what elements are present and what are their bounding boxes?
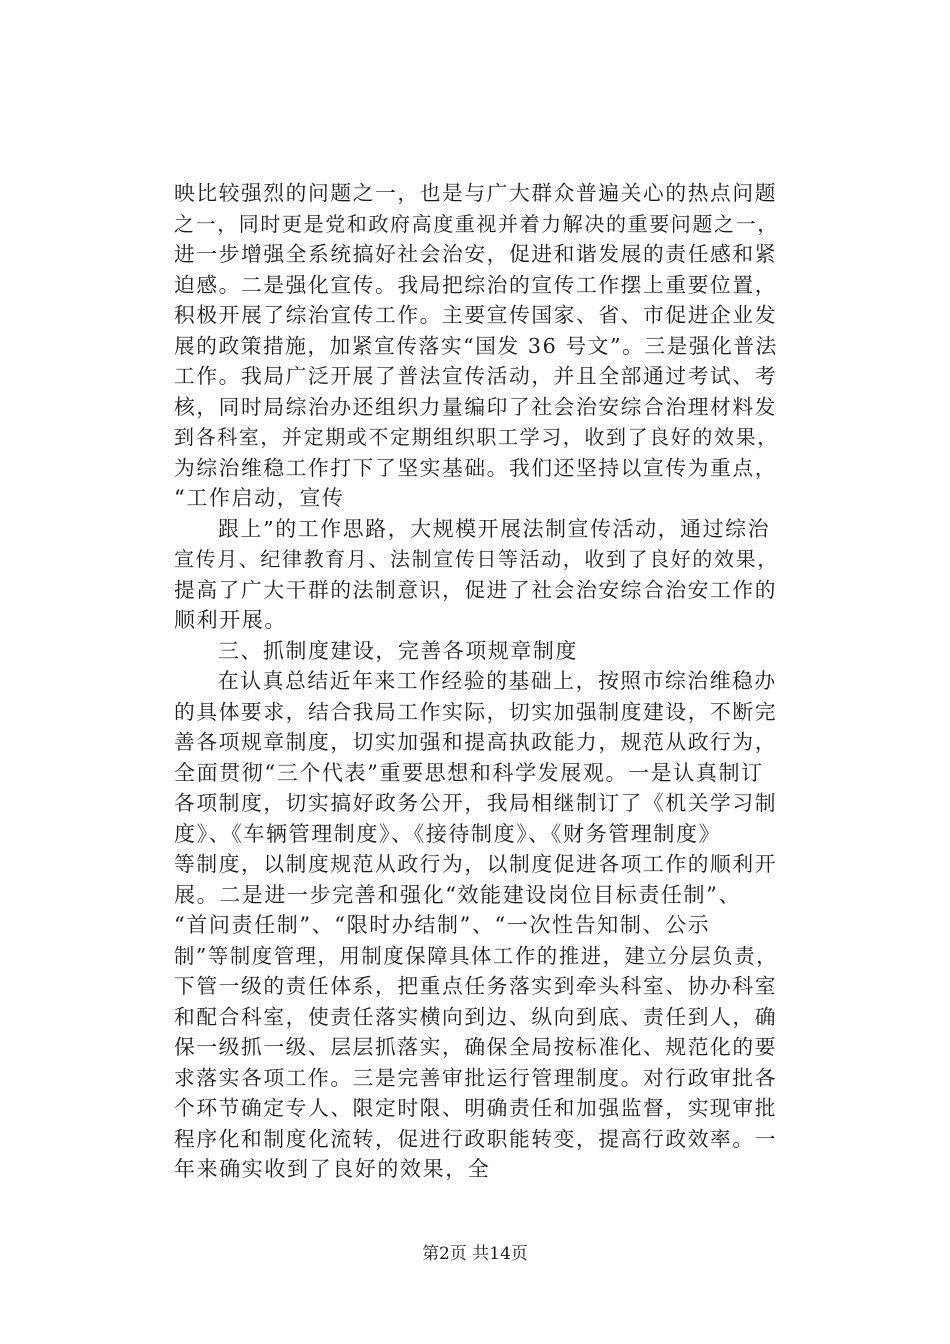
- text-line: 的具体要求，结合我局工作实际，切实加强制度建设，不断完: [174, 699, 778, 724]
- text-line: 各项制度，切实搞好政务公开，我局相继制订了《机关学习制: [174, 791, 778, 815]
- text-line: “首问责任制”、“限时办结制”、“一次性告知制、公示: [174, 913, 711, 937]
- text-line: 之一，同时更是党和政府高度重视并着力解决的重要问题之一，: [174, 211, 779, 236]
- text-line: 宣传月、纪律教育月、法制宣传日等活动，收到了良好的效果，: [174, 547, 779, 571]
- text-line: 展的政策措施，加紧宣传落实“国发 36 号文”。三是强化普法: [174, 333, 778, 358]
- text-line: 个环节确定专人、限定时限、明确责任和加强监督，实现审批: [174, 1096, 778, 1120]
- body-text: [174, 178, 814, 1185]
- text-line: 度》、《车辆管理制度》、《接待制度》、《财务管理制度》: [174, 821, 722, 846]
- text-line: 下管一级的责任体系，把重点任务落实到牵头科室、协办科室: [174, 974, 778, 998]
- text-line: 积极开展了综治宣传工作。主要宣传国家、省、市促进企业发: [174, 303, 778, 327]
- text-line: 求落实各项工作。三是完善审批运行管理制度。对行政审批各: [174, 1065, 778, 1090]
- text-line: “工作启动，宣传: [174, 486, 345, 510]
- text-line: 提高了广大干群的法制意识，促进了社会治安综合治安工作的: [174, 577, 778, 602]
- text-line: 在认真总结近年来工作经验的基础上，按照市综治维稳办: [218, 669, 777, 693]
- text-line: 等制度，以制度规范从政行为，以制度促进各项工作的顺利开: [174, 852, 778, 876]
- text-line: 迫感。二是强化宣传。我局把综治的宣传工作摆上重要位置，: [174, 272, 778, 297]
- text-line: 到各科室，并定期或不定期组织职工学习，收到了良好的效果，: [174, 425, 779, 449]
- text-line: 制”等制度管理，用制度保障具体工作的推进，建立分层负责，: [174, 943, 779, 968]
- text-line: 核，同时局综治办还组织力量编印了社会治安综合治理材料发: [174, 394, 778, 419]
- text-line: 顺利开展。: [174, 608, 287, 632]
- text-line: 程序化和制度化流转，促进行政职能转变，提高行政效率。一: [174, 1126, 778, 1151]
- text-line: 展。二是进一步完善和强化“效能建设岗位目标责任制”、: [174, 882, 742, 907]
- text-line: 和配合科室，使责任落实横向到边、纵向到底、责任到人，确: [174, 1004, 778, 1029]
- text-line: 为综治维稳工作打下了坚实基础。我们还坚持以宣传为重点，: [174, 455, 778, 480]
- page-footer: 第2页 共14页: [422, 1244, 528, 1264]
- text-line: 跟上”的工作思路，大规模开展法制宣传活动，通过综治: [218, 516, 771, 541]
- text-line: 三、抓制度建设，完善各项规章制度: [218, 638, 578, 663]
- text-line: 善各项规章制度，切实加强和提高执政能力，规范从政行为，: [174, 730, 778, 754]
- text-line: 全面贯彻“三个代表”重要思想和科学发展观。一是认真制订: [174, 760, 764, 785]
- text-line: 保一级抓一级、层层抓落实，确保全局按标准化、规范化的要: [174, 1035, 778, 1059]
- text-line: 映比较强烈的问题之一，也是与广大群众普遍关心的热点问题: [174, 181, 778, 205]
- text-line: 工作。我局广泛开展了普法宣传活动，并且全部通过考试、考: [174, 364, 778, 388]
- text-line: 年来确实收到了良好的效果，全: [174, 1157, 491, 1181]
- text-line: 进一步增强全系统搞好社会治安，促进和谐发展的责任感和紧: [174, 242, 778, 266]
